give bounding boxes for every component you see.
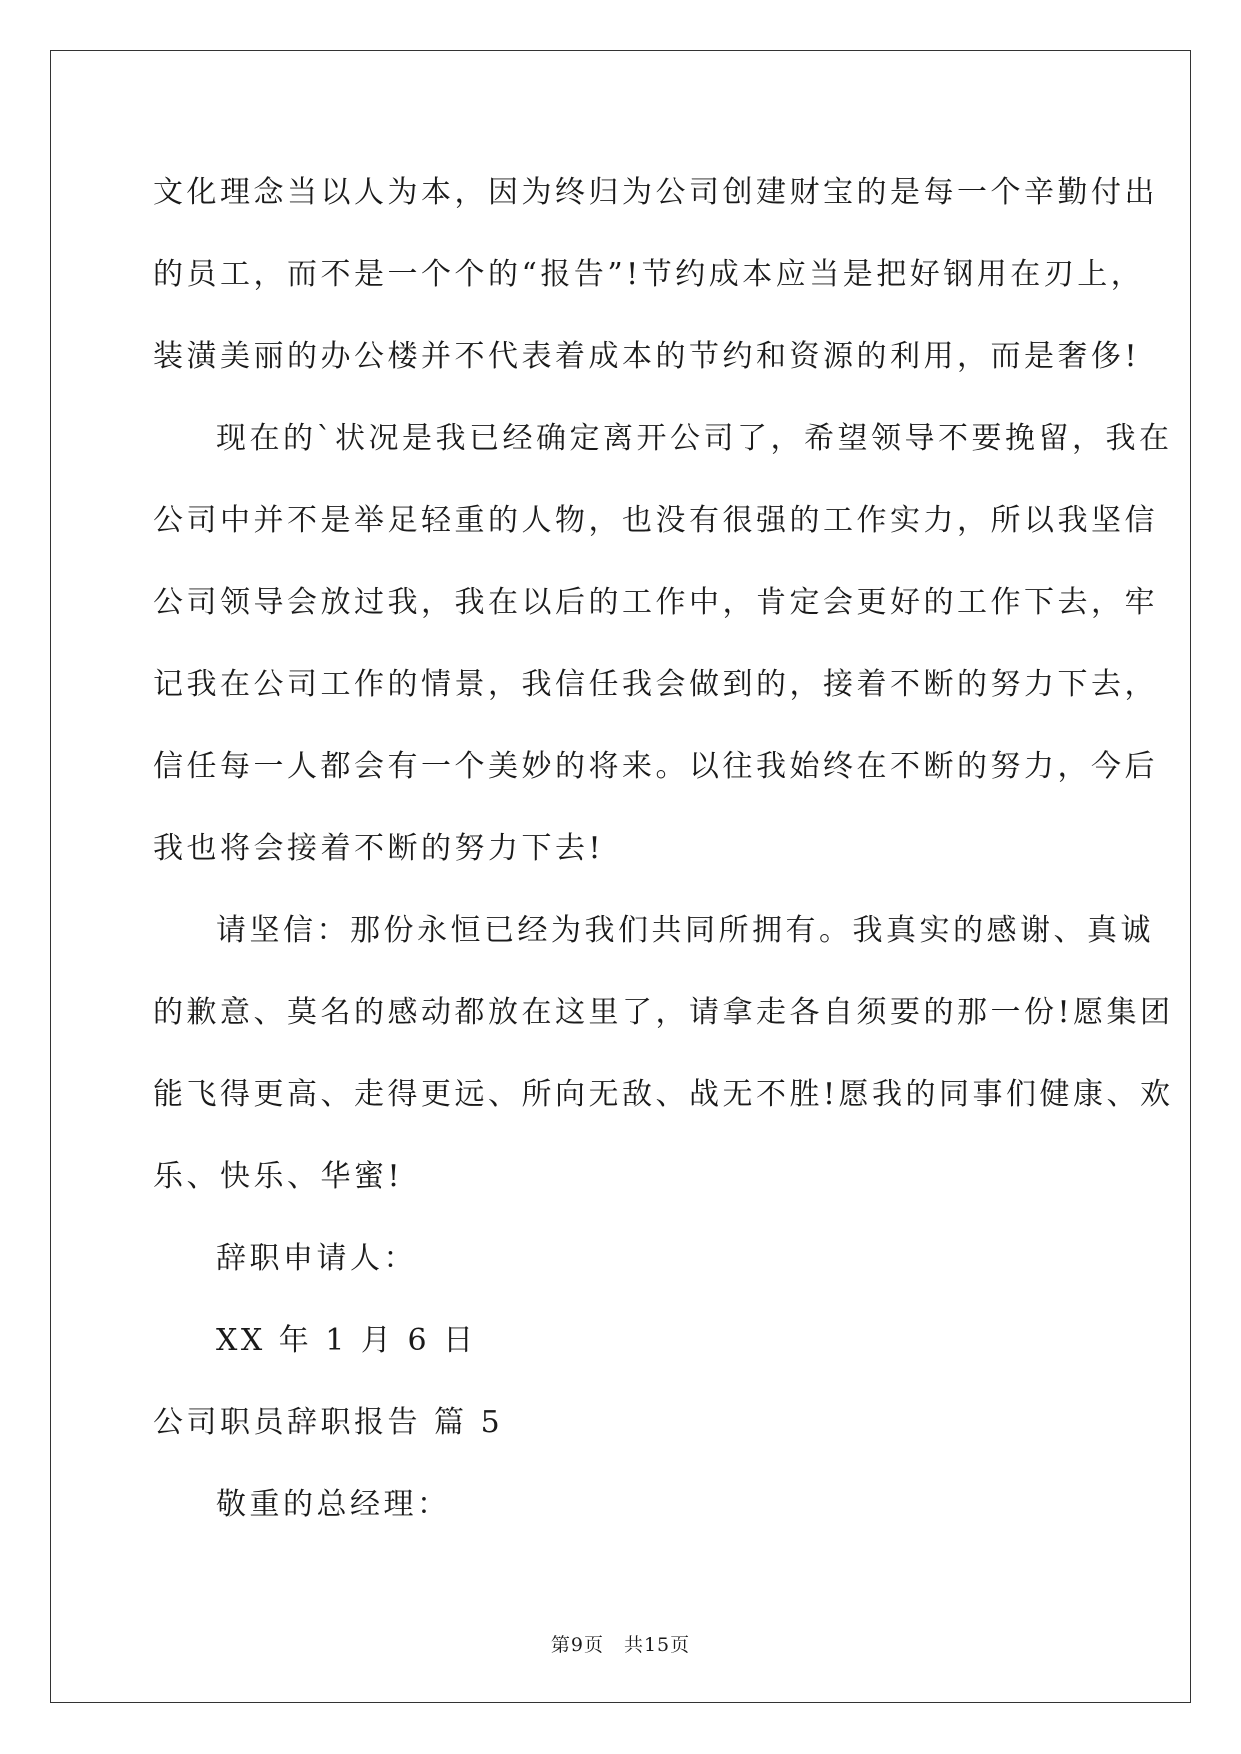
- section-heading: 公司职员辞职报告 篇 5: [153, 1405, 504, 1440]
- page-number: 第9页: [550, 1634, 604, 1656]
- text-line: 文化理念当以人为本，因为终归为公司创建财宝的是每一个辛勤付出: [153, 175, 1158, 210]
- page-total: 共15页: [623, 1634, 691, 1656]
- text-line: 能飞得更高、走得更远、所向无敌、战无不胜!愿我的同事们健康、欢: [153, 1077, 1174, 1112]
- signature-date: XX 年 1 月 6 日: [216, 1323, 477, 1358]
- text-line: 记我在公司工作的情景，我信任我会做到的，接着不断的努力下去，: [153, 667, 1158, 702]
- text-line: 装潢美丽的办公楼并不代表着成本的节约和资源的利用，而是奢侈!: [153, 339, 1141, 374]
- page-footer: [0, 1630, 1241, 1657]
- text-line: 公司中并不是举足轻重的人物，也没有很强的工作实力，所以我坚信: [153, 503, 1158, 538]
- text-line: 我也将会接着不断的努力下去!: [153, 831, 605, 866]
- text-line: 现在的`状况是我已经确定离开公司了，希望领导不要挽留，我在: [216, 421, 1173, 456]
- applicant-label: 辞职申请人：: [216, 1241, 417, 1276]
- text-line: 的员工，而不是一个个的“报告”!节约成本应当是把好钢用在刃上，: [153, 257, 1145, 292]
- text-line: 信任每一人都会有一个美妙的将来。以往我始终在不断的努力，今后: [153, 749, 1158, 784]
- text-line: 公司领导会放过我，我在以后的工作中，肯定会更好的工作下去，牢: [153, 585, 1158, 620]
- paragraph-culture: [153, 165, 1158, 411]
- salutation: 敬重的总经理：: [216, 1487, 451, 1522]
- paragraph-farewell: [153, 903, 1174, 1231]
- paragraph-leaving: [153, 411, 1173, 903]
- text-line: 的歉意、莫名的感动都放在这里了，请拿走各自须要的那一份!愿集团: [153, 995, 1174, 1030]
- document-body: [153, 165, 1174, 1559]
- text-line: 请坚信：那份永恒已经为我们共同所拥有。我真实的感谢、真诚: [216, 913, 1154, 948]
- text-line: 乐、快乐、华蜜!: [153, 1159, 404, 1194]
